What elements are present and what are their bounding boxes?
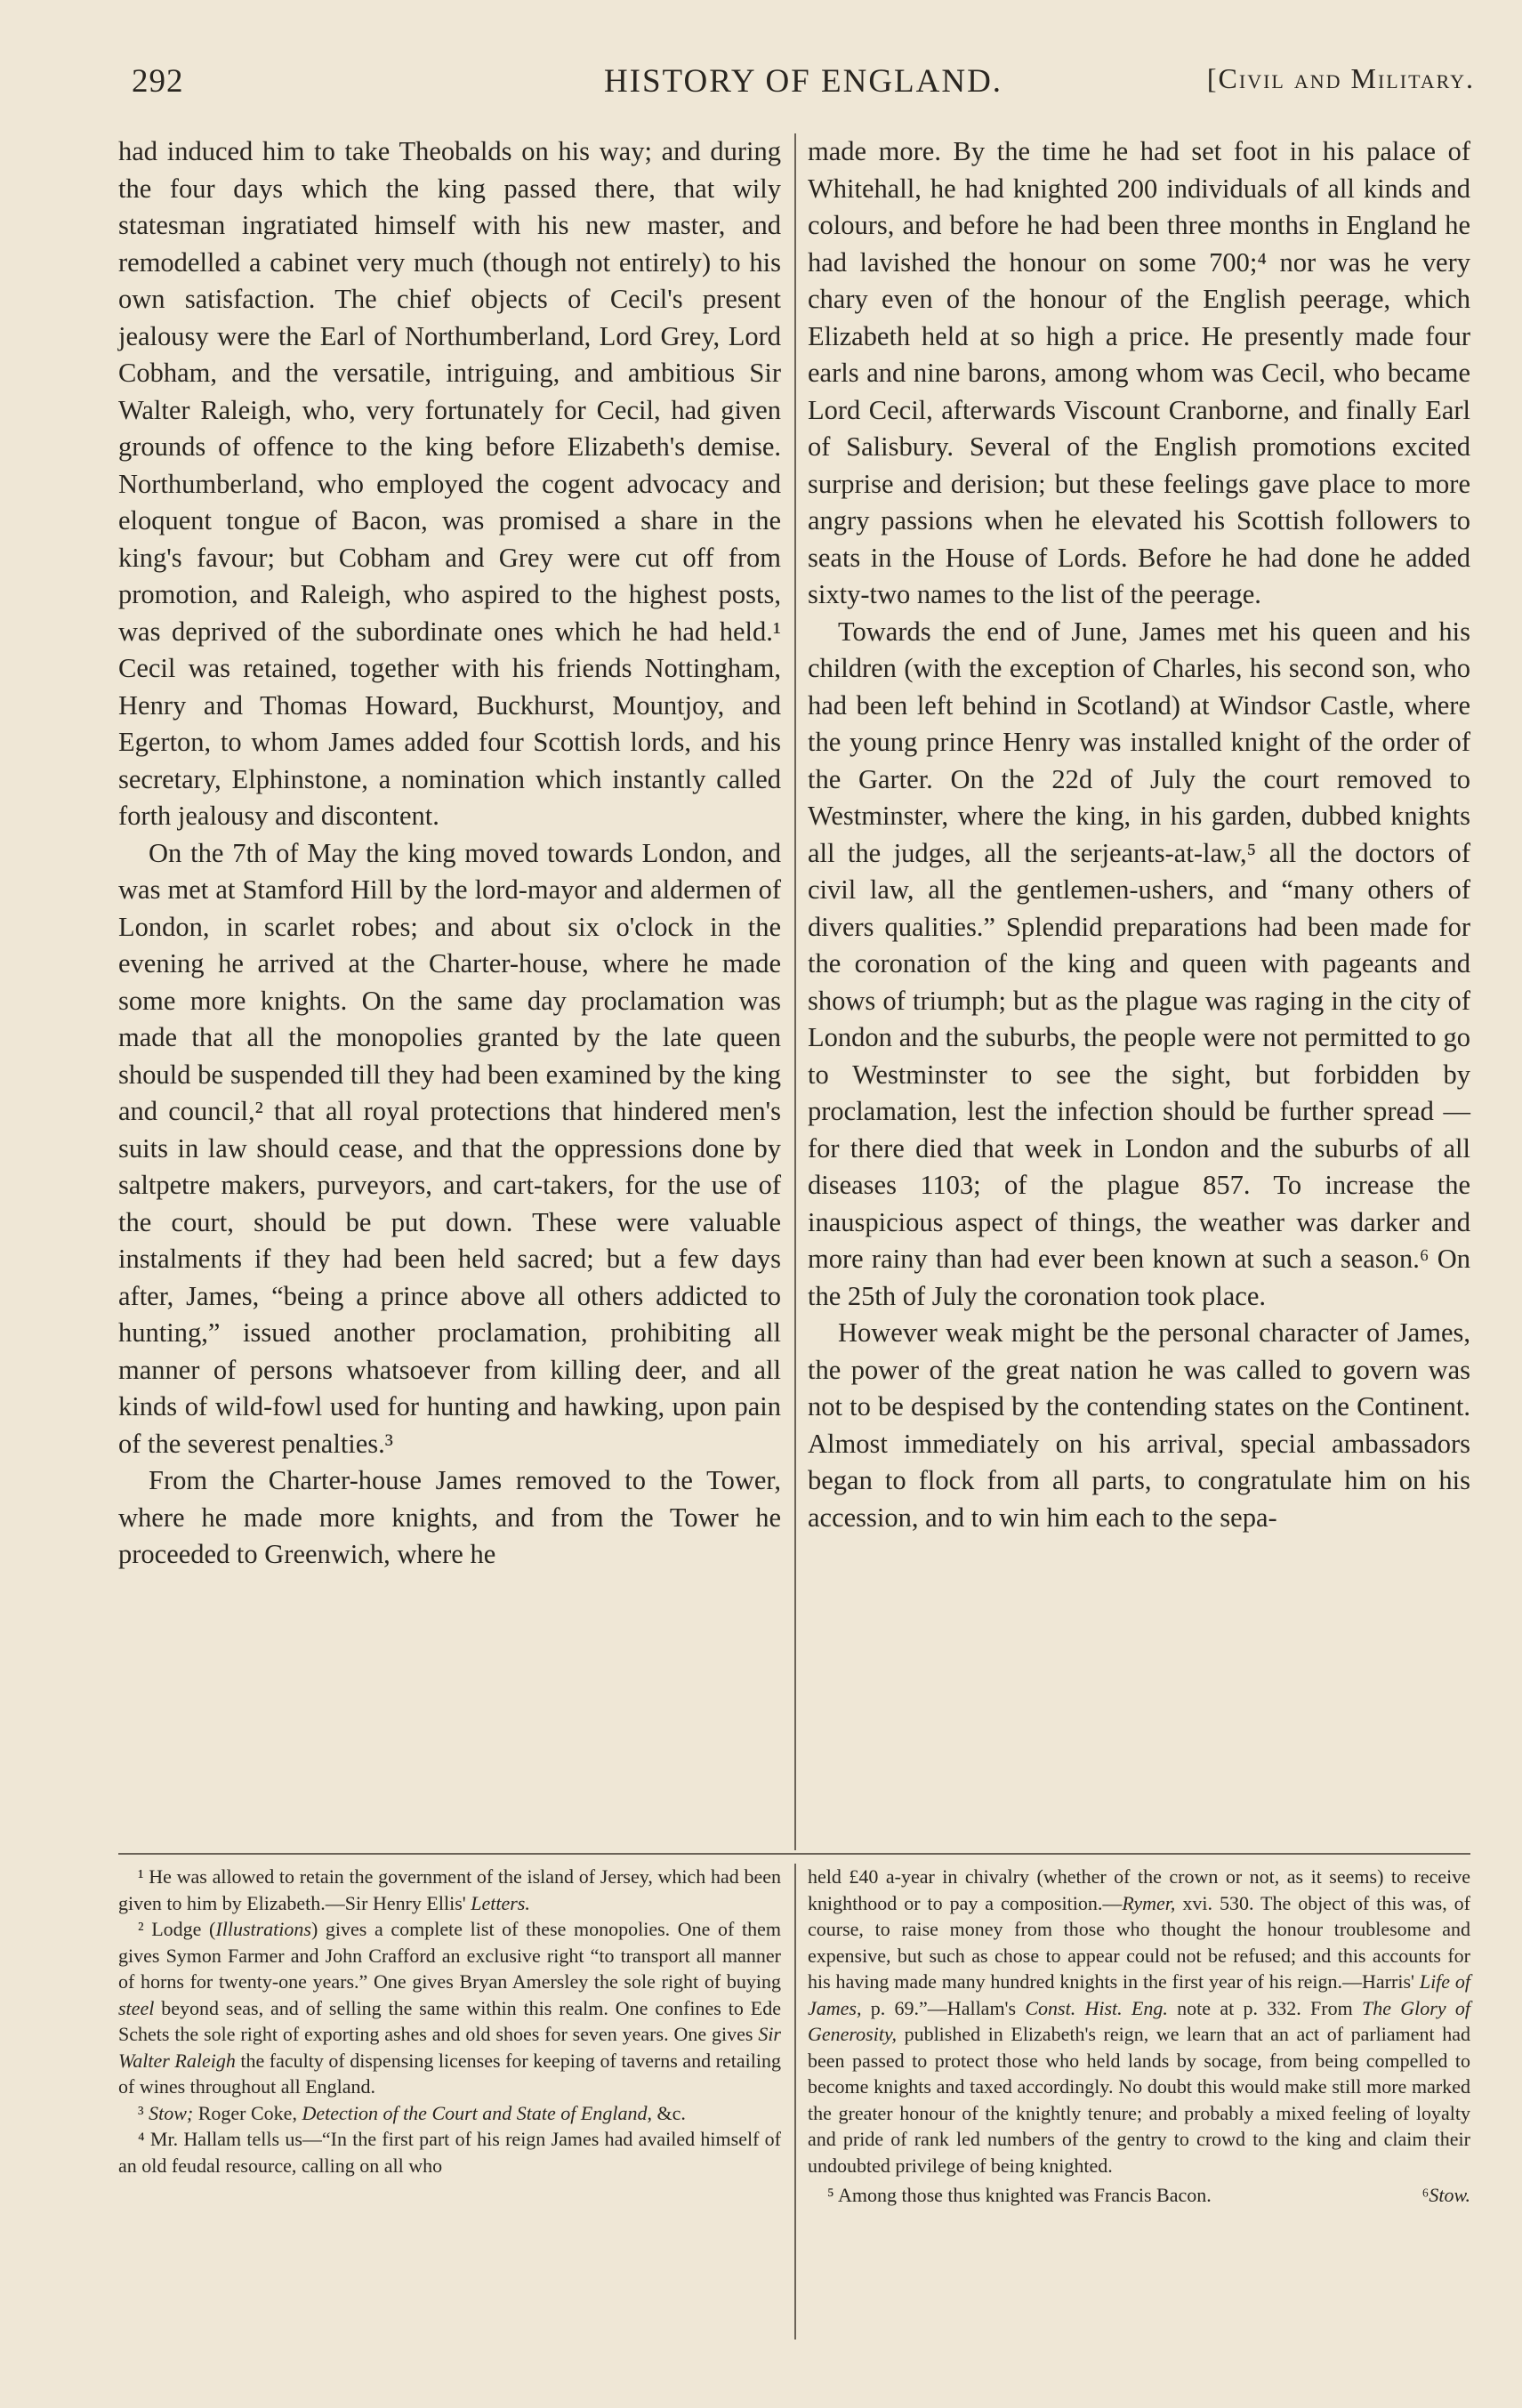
column-divider (794, 133, 796, 1850)
footnote-column-divider (794, 1864, 796, 2340)
footnote-divider (118, 1853, 1470, 1855)
footnote-1: ¹ He was allowed to retain the government of the island of Jersey, which had been given to him by Elizabeth.—Sir Henry Ellis' Letters. (118, 1865, 781, 1914)
paragraph: Towards the end of June, James met his queen and his children (with the exception of Charles, his second son, who had been left behind in Scotland) at Windsor Castle, where the young prince Henry was installed knight of the order of the Garter. On the 22d of July the court removed to Westminster, where the king, in his garden, dubbed knights all the judges, all the serjeants-at-law,⁵ all the doctors of civil law, all the gentlemen-ushers, and “many others of divers qualities.” Splendid preparations had been made for the coronation of the king and queen with pageants and shows of triumph; but as the plague was raging in the city of London and the suburbs, the people were not permitted to go to Westminster to see the sight, but forbidden by proclamation, lest the infection should be further spread —for there died that week in London and the suburbs of all diseases 1103; of the plague 857. To increase the inauspicious aspect of things, the weather was darker and more rainy than had ever been known at such a season.⁶ On the 25th of July the coronation took place. (808, 616, 1470, 1311)
paragraph: From the Charter-house James removed to the Tower, where he made more knights, and from the Tower he proceeded to Greenwich, where he (118, 1465, 781, 1569)
right-text-column (808, 133, 1470, 1536)
footnote-5: ⁵ Among those thus knighted was Francis Bacon. (827, 2184, 1212, 2206)
footnote-6: ⁶Stow. (1421, 2184, 1470, 2206)
left-text-column (118, 133, 781, 1574)
footnote-4-start: ⁴ Mr. Hallam tells us—“In the first part of his reign James had availed himself of an old feudal resource, calling on all who (118, 2128, 781, 2177)
footnotes-left-column (118, 1864, 781, 2178)
section-title: [Civil and Military. (1206, 62, 1475, 94)
running-head (132, 62, 1475, 107)
paragraph: On the 7th of May the king moved towards London, and was met at Stamford Hill by the lord-mayor and aldermen of London, in scarlet robes; and about six o'clock in the evening he arrived at the Charter-house, where he made some more knights. On the same day proclamation was made that all the monopolies granted by the late queen should be suspended till they had been examined by the king and council,² that all royal protections that hindered men's suits in law should cease, and that the oppressions done by saltpetre makers, purveyors, and cart-takers, for the use of the court, should be put down. These were valuable instalments if they had been held sacred; but a few days after, James, “being a prince above all others addicted to hunting,” issued another proclamation, prohibiting all manner of persons whatsoever from killing deer, and all kinds of wild-fowl used for hunting and hawking, upon pain of the severest penalties.³ (118, 837, 781, 1459)
footnote-2: ² Lodge (Illustrations) gives a complete list of these monopolies. One of them gives Symon Farmer and John Crafford an exclusive right “to transport all manner of horns for twenty-one years.” One gives Bryan Amersley the sole right of buying steel beyond seas, and of selling the same within this realm. One confines to Ede Schets the sole right of exporting ashes and old shoes for seven years. One gives Sir Walter Raleigh the faculty of dispensing licenses for keeping of taverns and retailing of wines throughout all England. (118, 1918, 782, 2098)
footnote-3: ³ Stow; Roger Coke, Detection of the Court and State of England, &c. (138, 2101, 686, 2124)
paragraph: However weak might be the personal character of James, the power of the great nation he was called to govern was not to be despised by the contending states on the Continent. Almost immediately on his arrival, special ambassadors began to flock from all parts, to congratulate him on his accession, and to win him each to the sepa- (808, 1317, 1470, 1533)
page-number: 292 (132, 63, 184, 100)
paragraph: made more. By the time he had set foot in his palace of Whitehall, he had knighted 200 individuals of all kinds and colours, and before he had been three months in England he had lavished the honour on some 700;⁴ nor was he very chary even of the honour of the English peerage, which Elizabeth held at so high a price. He presently made four earls and nine barons, among whom was Cecil, who became Lord Cecil, afterwards Viscount Cranborne, and finally Earl of Salisbury. Several of the English promotions excited surprise and derision; but these feelings gave place to more angry passions when he elevated his Scottish followers to seats in the House of Lords. Before he had done he added sixty-two names to the list of the peerage. (808, 136, 1470, 609)
book-title: HISTORY OF ENGLAND. (603, 63, 1003, 100)
footnotes-right-column (808, 1864, 1470, 2209)
paragraph: had induced him to take Theobalds on his way; and during the four days which the king passed there, that wily statesman ingratiated himself with his new master, and remodelled a cabinet very much (though not entirely) to his own satisfaction. The chief objects of Cecil's present jealousy were the Earl of Northumberland, Lord Grey, Lord Cobham, and the versatile, intriguing, and ambitious Sir Walter Raleigh, who, very fortunately for Cecil, had given grounds of offence to the king before Elizabeth's demise. Northumberland, who employed the cogent advocacy and eloquent tongue of Bacon, was promised a share in the king's favour; but Cobham and Grey were cut off from promotion, and Raleigh, who aspired to the highest posts, was deprived of the subordinate ones which he had held.¹ Cecil was retained, together with his friends Nottingham, Henry and Thomas Howard, Buckhurst, Mountjoy, and Egerton, to whom James added four Scottish lords, and his secretary, Elphinstone, a nomination which instantly called forth jealousy and discontent. (118, 136, 781, 831)
footnote-5-6 (808, 2182, 1470, 2209)
footnote-4-continued: held £40 a-year in chivalry (whether of the crown or not, as it seems) to receive knighthood or to pay a composition.—Rymer, xvi. 530. The object of this was, of course, to raise money from those who thought the honour troublesome and expensive, but such as chose to appear could not be refused; and this accounts for his having made many hundred knights in the first year of his reign.—Harris' Life of James, p. 69.”—Hallam's Const. Hist. Eng. note at p. 332. From The Glory of Generosity, published in Elizabeth's reign, we learn that an act of parliament had been passed to protect those who held lands by socage, from being compelled to become knights and taxed accordingly. No doubt this would make still more marked the greater honour of the knightly tenure; and probably a mixed feeling of loyalty and pride of rank led numbers of the gentry to crowd to the king and claim their undoubted privilege of being knighted. (808, 1865, 1471, 2177)
